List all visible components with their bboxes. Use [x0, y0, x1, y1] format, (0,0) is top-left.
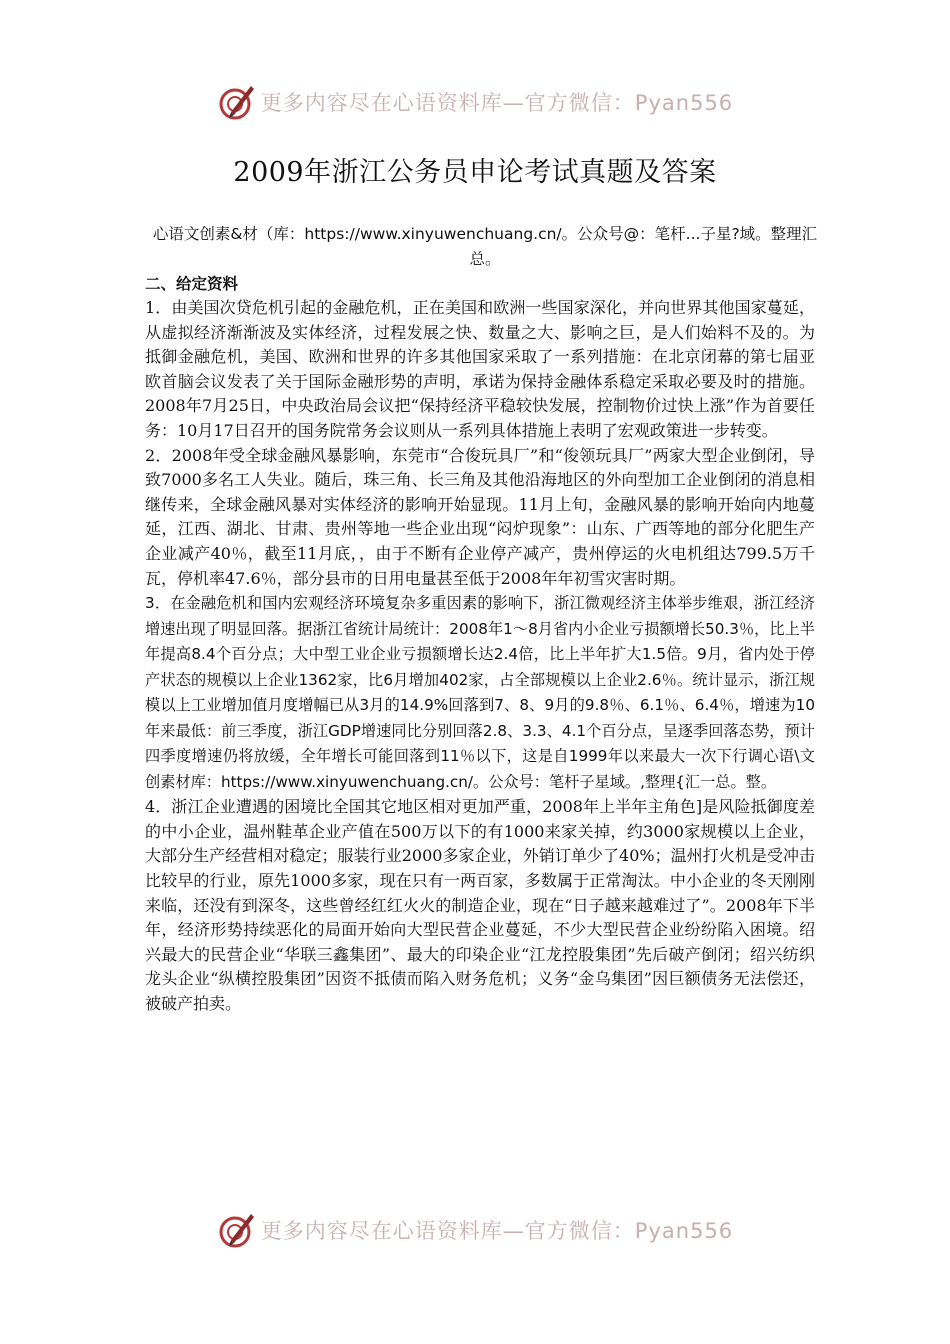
- header-banner: [0, 80, 950, 124]
- banner-text: 更多内容尽在心语资料库—官方微信：Pyan556: [260, 1219, 734, 1243]
- banner-text: 更多内容尽在心语资料库—官方微信：Pyan556: [260, 91, 734, 115]
- pen-logo-icon: [217, 82, 257, 122]
- source-line: 心语文创素&材（库：https://www.xinyuwenchuang.cn/。公众号@：笔杆...子星?域。整理汇总。: [152, 225, 818, 268]
- paragraph-1: 1．由美国次贷危机引起的金融危机，正在美国和欧洲一些国家深化，并向世界其他国家蔓延，从虚拟经济渐渐波及实体经济，过程发展之快、数量之大、影响之巨，是人们始料不及的。为抵御金融危机，美国、欧洲和世界的许多其他国家采取了一系列措施：在北京闭幕的第七届亚欧首脑会议发表了关于国际金融形势的声明，承诺为保持金融体系稳定采取必要及时的措施。2008年7月25日，中央政治局会议把“保持经济平稳较快发展，控制物价过快上涨”作为首要任务：10月17日召开的国务院常务会议则从一系列具体措施上表明了宏观政策进一步转变。: [145, 298, 815, 440]
- paragraph-4: 4．浙江企业遭遇的困境比全国其它地区相对更加严重，2008年上半年主角色]是风险抵御度差的中小企业，温州鞋革企业产值在500万以下的有1000来家关掉，约3000家规模以上企业，大部分生产经营相对稳定；服装行业2000多家企业，外销订单少了40%；温州打火机是受冲击比较早的行业，原先1000多家，现在只有一两百家，多数属于正常淘汰。中小企业的冬天刚刚来临，还没有到深冬，这些曾经红红火火的制造企业，现在“日子越来越难过了”。2008年下半年，经济形势持续恶化的局面开始向大型民营企业蔓延，不少大型民营企业纷纷陷入困境。绍兴最大的民营企业“华联三鑫集团”、最大的印染企业“江龙控股集团”先后破产倒闭；绍兴纺织龙头企业“纵横控股集团”因资不抵债而陷入财务危机；义务“金乌集团”因巨额债务无法偿还，被破产拍卖。: [145, 797, 815, 1013]
- paragraph-3: 3．在金融危机和国内宏观经济环境复杂多重因素的影响下，浙江微观经济主体举步维艰，浙江经济增速出现了明显回落。据浙江省统计局统计：2008年1～8月省内小企业亏损额增长50.3％，比上半年提高8.4个百分点；大中型工业企业亏损额增长达2.4倍，比上半年扩大1.5倍。9月，省内处于停产状态的规模以上企业1362家，比6月增加402家，占全部规模以上企业2.6％。统计显示，浙江规模以上工业增加值月度增幅已从3月的14.9%回落到7、8、9月的9.8％、6.1％、6.4％，增速为10年来最低：前三季度，浙江GDP增速同比分别回落2.8、3.3、4.1个百分点，呈逐季回落态势，预计四季度增速仍将放缓，全年增长可能回落到11％以下，这是自1999年以来最大一次下行调心语\文创素材库：https://www.xinyuwenchuang.cn/。公众号：笔杆子星域。,整理{汇一总。整。: [145, 594, 815, 791]
- paragraph-2: 2．2008年受全球金融风暴影响，东莞市“合俊玩具厂”和“俊领玩具厂”两家大型企业倒闭，导致7000多名工人失业。随后，珠三角、长三角及其他沿海地区的外向型加工企业倒闭的消息相继传来，全球金融风暴对实体经济的影响开始显现。11月上旬，金融风暴的影响开始向内地蔓延，江西、湖北、甘肃、贵州等地一些企业出现“闷炉现象”：山东、广西等地的部分化肥生产企业减产40％，截至11月底，，由于不断有企业停产减产，贵州停运的火电机组达799.5万千瓦，停机率47.6％，部分县市的日用电量甚至低于2008年年初雪灾害时期。: [145, 445, 815, 588]
- footer-banner: [0, 1208, 950, 1252]
- pen-logo-icon: [217, 1210, 257, 1250]
- section-heading: 二、给定资料: [145, 275, 239, 293]
- page-title: 2009年浙江公务员申论考试真题及答案: [233, 157, 717, 188]
- document-body: [145, 272, 815, 1016]
